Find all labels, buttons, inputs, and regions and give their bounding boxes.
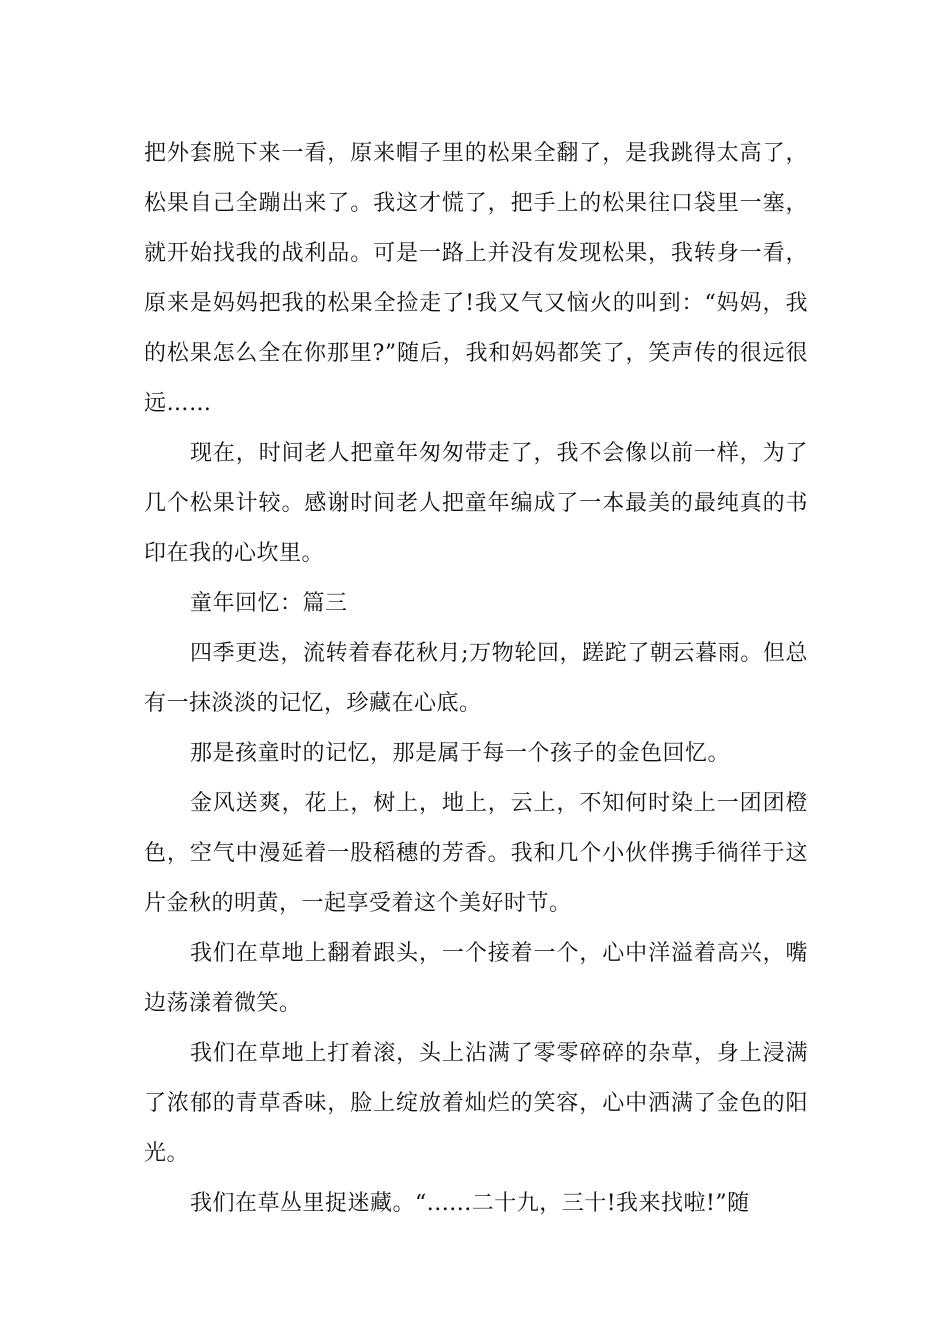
paragraph-3: 四季更迭，流转着春花秋月;万物轮回，蹉跎了朝云暮雨。但总有一抹淡淡的记忆，珍藏在心底。 [144,641,808,716]
paragraph-8: 我们在草丛里捉迷藏。“......二十九，三十!我来找啦!”随 [190,1191,750,1216]
paragraph-6: 我们在草地上翻着跟头，一个接着一个，心中洋溢着高兴，嘴边荡漾着微笑。 [144,941,808,1016]
paragraph-1: 把外套脱下来一看，原来帽子里的松果全翻了，是我跳得太高了，松果自己全蹦出来了。我这才慌了，把手上的松果往口袋里一塞，就开始找我的战利品。可是一路上并没有发现松果，我转身一看，原来是妈妈把我的松果全捡走了!我又气又恼火的叫到：“妈妈，我的松果怎么全在你那里?”随后，我和妈妈都笑了，笑声传的很远很远…… [144,141,808,416]
paragraph-7: 我们在草地上打着滚，头上沾满了零零碎碎的杂草，身上浸满了浓郁的青草香味，脸上绽放着灿烂的笑容，心中洒满了金色的阳光。 [144,1041,808,1166]
paragraph-4: 那是孩童时的记忆，那是属于每一个孩子的金色回忆。 [190,741,731,766]
document-body [144,129,808,1229]
paragraph-2: 现在，时间老人把童年匆匆带走了，我不会像以前一样，为了几个松果计较。感谢时间老人把童年编成了一本最美的最纯真的书印在我的心坎里。 [144,441,808,566]
paragraph-5: 金风送爽，花上，树上，地上，云上，不知何时染上一团团橙色，空气中漫延着一股稻穗的芳香。我和几个小伙伴携手徜徉于这片金秋的明黄，一起享受着这个美好时节。 [144,791,808,916]
section-heading: 童年回忆：篇三 [190,591,348,616]
